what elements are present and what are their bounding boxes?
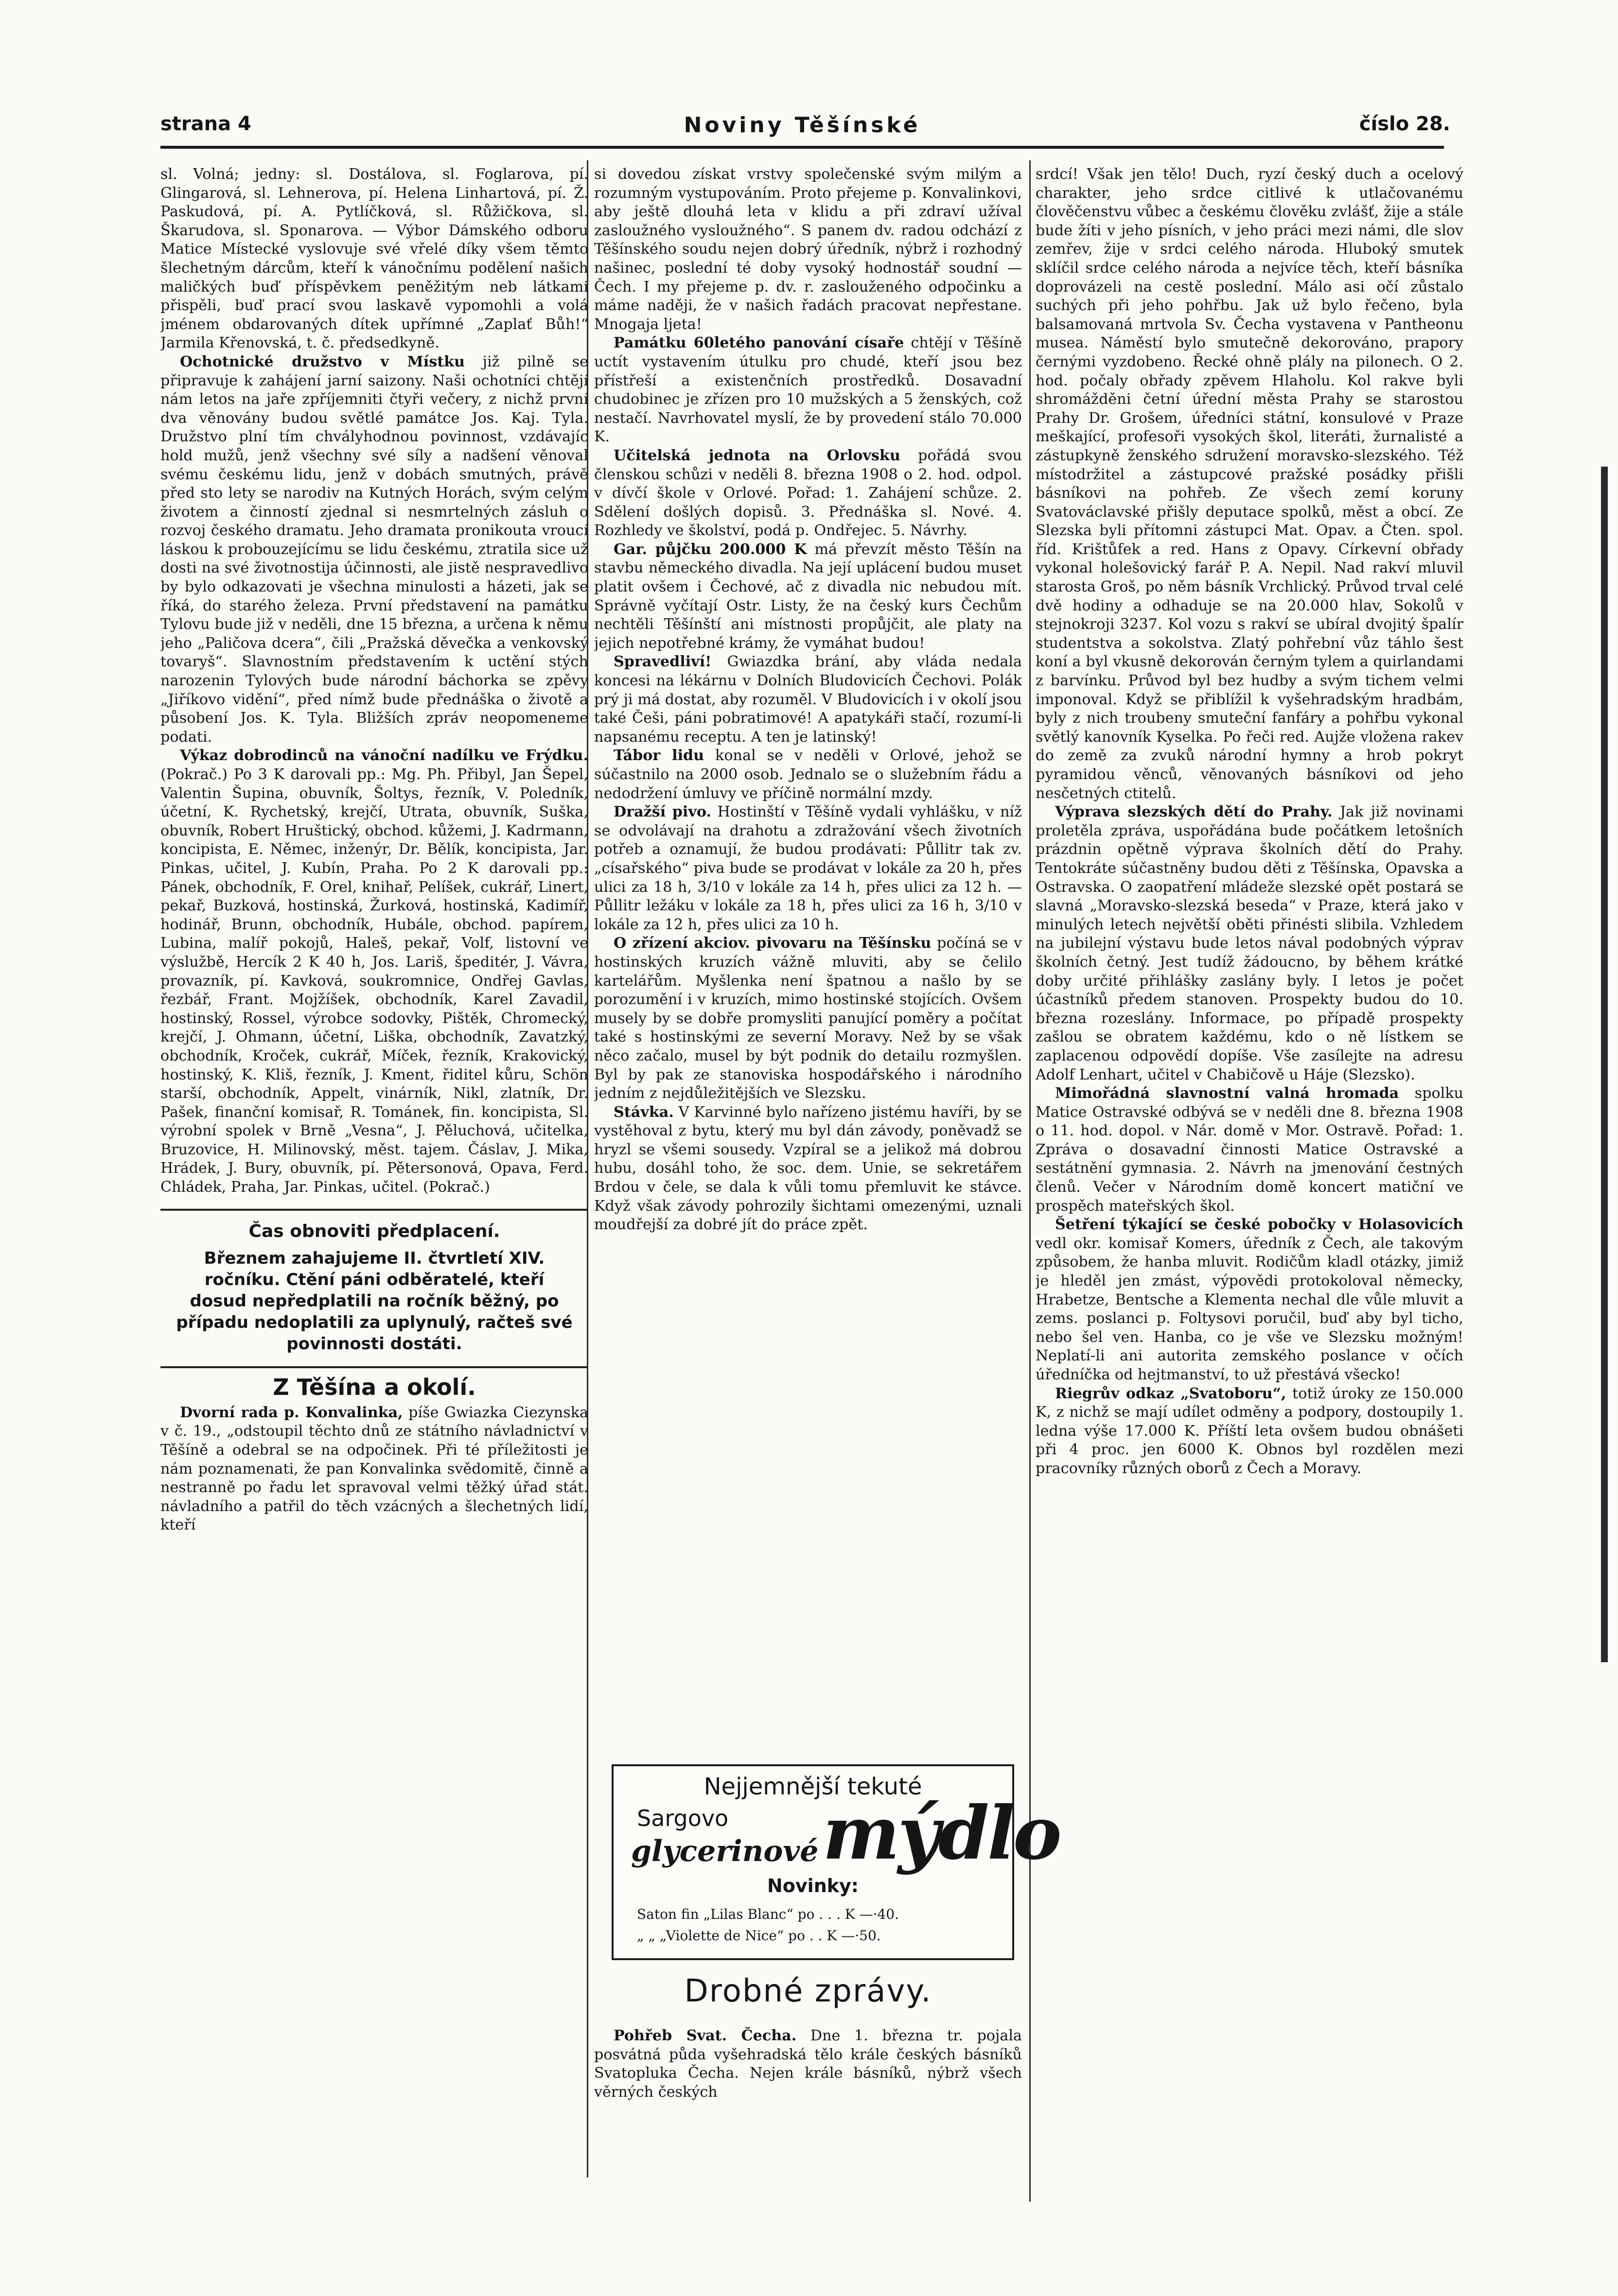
section-title: Drobné zprávy. <box>684 1973 932 2009</box>
ad-novelties-label: Novinky: <box>767 1875 859 1896</box>
article-paragraph: si dovedou získat vrstvy společenské svým milým a rozumným vystupováním. Proto přejeme p. Konvalinkovi, aby ještě dlouhá leta v klidu a při zdraví užíval zasloužného vysloužného“. S panem dv. radou odchází z Těšínského soudu nejen dobrý úředník, nýbrž i rozhodný našinec, poslední té doby vysoký hodnostář soudní — Čech. I my přejeme p. dv. r. zaslouženého odpočinku a máme naději, že v našich řadách pracovat nepřestane. Mnogaja ljeta! <box>594 166 1022 333</box>
article-lead: O zřízení akciov. pivovaru na Těšínsku <box>614 935 932 952</box>
article-lead: Tábor lidu <box>614 747 704 765</box>
divider <box>160 1366 588 1368</box>
issue-number: číslo 28. <box>1359 113 1450 135</box>
article-paragraph: Mimořádná slavnostní valná hromada spolku Matice Ostravské odbývá se v neděli dne 8. března 1908 o 11. hod. dopol. v Nár. domě v Mor. Ostravě. Pořad: 1. Zpráva o dosavadní činnosti Matice Ostravské a sestátnění gymnasia. 2. Návrh na jmenování čestných členů. Večer v Národním domě koncert matiční ve prospěch mateřských škol. <box>1036 1085 1463 1215</box>
article-paragraph: Gar. půjčku 200.000 K má převzít město Těšín na stavbu německého divadla. Na její uplácení budou muset platit ovšem i Čechové, ač z divadla nic nebudou mít. Správně vyčítají Ostr. Listy, že na český kurs Čechům nechtěli Těšínští ani místnosti propůjčit, ale platy na jejich nepotřebné krámy, že vymáhat budou! <box>594 540 1022 652</box>
article-paragraph: Výkaz dobrodinců na vánoční nadílku ve Frýdku. (Pokrač.) Po 3 K darovali pp.: Mg. Ph. Přibyl, Jan Šepel, Valentin Šupina, obuvník, Šoltys, řezník, V. Poledník, účetní, K. Rychetský, krejčí, Utrata, obuvník, Suška, obuvník, Robert Hruštický, obchod. kůžemi, J. Kadrmann, koncipista, E. Němec, inženýr, Dr. Bělík, koncipista, Jar. Pinkas, učitel, J. Kubín, Praha. Po 2 K darovali pp.: Pánek, obchodník, F. Orel, knihař, Pelíšek, cukrář, Linert, pekař, Buzková, hostinská, Žurková, hostinská, Kadimíř, hodinář, Brunn, obchodník, Hubále, obchod. papírem, Lubina, malíř pokojů, Haleš, pekař, Volf, listovní ve výslužbě, Hercík 2 K 40 h, Jos. Lariš, špeditér, J. Vávra, provazník, pí. Kavková, soukromnice, Ondřej Gavlas, řezbář, Frant. Mojžíšek, obchodník, Karel Zavadil, hostinský, Rossel, výrobce sodovky, Pištěk, Chromecký, krejčí, J. Ohmann, účetní, Liška, obchodník, Zavatzký, obchodník, Kroček, cukrář, Míček, řezník, Krakovický, hostinský, K. Kliš, řezník, J. Kment, řiditel kůru, Schön starší, obchodník, Appelt, vinárník, Nikl, zlatník, Dr. Pašek, finanční komisař, R. Tománek, fin. koncipista, Sl. výrobní spolek v Brně „Vesna“, J. Pěluchová, učitelka, Bruzovice, H. Milinovský, měst. tajem. Čáslav, J. Mika, Hrádek, J. Bury, obuvník, pí. Pětersonová, Opava, Ferd. Chládek, Praha, Jar. Pinkas, učitel. (Pokrač.) <box>160 747 588 1196</box>
scan-edge-mark <box>1601 467 1608 1662</box>
notice-body: Březnem zahajujeme II. čtvrtletí XIV. ročníku. Ctění páni odběratelé, kteří dosud nepředplatili na ročník běžný, po případu nedoplatili za uplynulý, račteš své povinnosti dostáti. <box>176 1249 573 1354</box>
divider <box>160 1209 588 1211</box>
ad-headline: Nejjemnější tekuté <box>703 1773 922 1800</box>
article-paragraph: sl. Volná; jedny: sl. Dostálova, sl. Foglarova, pí. Glingarová, sl. Lehnerova, pí. Helena Linhartová, pí. Ž. Paskudová, pí. A. Pytlíčková, sl. Růžičkova, sl. Škarudova, sl. Sponarova. — Výbor Dámského odboru Matice Místecké vyslovuje své vřelé díky všem těmto šlechetným dárcům, kteří k vánočnímu podělení našich maličkých buď příspěvkem peněžitým neb látkami přispěli, buď prací svou laskavě vypomohli a volá jménem obdarovaných dítek upřímné „Zaplať Bůh!“ Jarmila Křenovská, t. č. předsedkyně. <box>160 166 588 352</box>
ad-product: mýdlo <box>823 1791 1060 1876</box>
article-paragraph: Učitelská jednota na Orlovsku pořádá svou členskou schůzi v neděli 8. března 1908 o 2. hod. odpol. v dívčí škole v Orlové. Pořad: 1. Zahájení schůze. 2. Sdělení došlých dopisů. 3. Přednáška sl. Nové. 4. Rozhledy ve školství, podá p. Ondřejec. 5. Návrhy. <box>594 447 1022 539</box>
newspaper-title: Noviny Těšínské <box>684 113 921 138</box>
page-number: strana 4 <box>160 113 251 135</box>
article-paragraph: Šetření týkající se české pobočky v Holasovicích vedl okr. komisař Komers, úředník z Čech, ale takovým způsobem, že hanba mluvit. Rodičům kladl otázky, jimiž je hleděl jen zmást, výpovědi protokoloval německy, Hrabetze, Bentsche a Klementa nechal dle vůle mluvit a zems. poslanci p. Foltysovi poručil, buď aby byl ticho, nebo šel ven. Hanba, co je vše ve Slezsku možným! Neplatí-li ani autorita zemského poslance v očích úředníčka od hejtmanství, to už přestává všecko! <box>1036 1216 1463 1383</box>
article-paragraph: Dražší pivo. Hostinští v Těšíně vydali vyhlášku, v níž se odvolávají na drahotu a zdražování všech životních potřeb a oznamují, že budou prodávati: Půllitr tak zv. „císařského“ piva bude se prodávat v lokále za 20 h, přes ulici za 18 h, 3/10 v lokále za 14 h, přes ulici za 12 h. — Půllitr ležáku v lokále za 18 h, přes ulici za 16 h, 3/10 v lokále za 12 h, přes ulici za 10 h. <box>594 803 1022 933</box>
article-paragraph: Stávka. V Karvinné bylo nařízeno jistému havíři, by se vystěhoval z bytu, který mu byl dán závody, poněvadž se hryzl se všemi sousedy. Vzpíral se a jelikož má dobrou hubu, dosáhl toho, že soc. dem. Unie, se sekretářem Brdou v čele, se dala k vůli tomu přemluvit ke stávce. Když však závody pohrozily šichtami omezenými, uznali moudřejší za dobré jít do práce zpět. <box>594 1103 1022 1234</box>
ad-price-line: Saton fin „Lilas Blanc“ po . . . K —·40. <box>637 1906 899 1922</box>
article-lead: Učitelská jednota na Orlovsku <box>614 447 900 464</box>
article-paragraph: Pohřeb Svat. Čecha. Dne 1. března tr. pojala posvátná půda vyšehradská tělo krále českých básníků Svatopluka Čecha. Nejen krále básníků, nýbrž všech věrných českých <box>594 2027 1022 2101</box>
article-lead: Výprava slezských dětí do Prahy. <box>1055 803 1333 821</box>
article-paragraph: srdcí! Však jen tělo! Duch, ryzí český duch a ocelový charakter, jeho srdce citlivé k utlačovanému člověčenstvu vůbec a českému člověku zvlášť, žije a stále bude žíti v jeho písních, v jeho práci mezi námi, dle slov zemřev, žije v srdci celého národa. Hluboký smutek sklíčil srdce celého národa a nejvíce těch, kteří básníka doprovázeli na cestě poslední. Málo asi očí zůstalo suchých při jeho pohřbu. Jak už bylo řečeno, byla balsamovaná mrtvola Sv. Čecha vystavena v Pantheonu musea. Náměstí bylo smutečně dekorováno, prapory černými vyzdobeno. Řecké ohně plály na pilonech. O 2. hod. počaly obřady zpěvem Hlaholu. Kol rakve byli shromážděni četní úřední města Prahy se starostou Prahy Dr. Grošem, úředníci státní, konsulové v Praze meškající, profesoři vysokých škol, literáti, žurnalisté a zástupkyně ženského sdružení moravsko-slezského. Též místodržitel a zástupcové pražské posádky přišli básníkovi na pohřeb. Ze všech zemí koruny Svatováclavské přišly deputace spolků, měst a obcí. Ze Slezska byli přítomni zástupci Mat. Opav. a Čten. spol. říd. Krištůfek a red. Hans z Opavy. Církevní obřady vykonal holešovický farář P. A. Nepil. Nad rakví mluvil starosta Groš, po něm básník Vrchlický. Průvod trval celé dvě hodiny a odhaduje se na 20.000 hlav, Sokolů v stejnokroji 3237. Kol vozu s rakví se ubíral dvojitý špalír studentstva a sokolstva. Zlatý pohřební vůz táhlo šest koní a byl vkusně dekorován černým tylem a quirlandami z barvínku. Průvod byl bez hudby a svým tichem velmi imponoval. Když se přiblížil k vyšehradským hradbám, byly z nich troubeny smuteční fanfáry a pohřbu vykonal světlý kanovník Kyselka. Po řeči red. Aujže vložena rakev do země za zvuků národní hymny a hrob pokryt pyramidou věnců, věnovaných básníkovi od jeho nesčetných ctitelů. <box>1036 166 1463 802</box>
ad-price-line: „ „ „Violette de Nice“ po . . K —·50. <box>637 1928 881 1944</box>
column-3 <box>1036 165 1463 2197</box>
article-lead: Výkaz dobrodinců na vánoční nadílku ve Frýdku. <box>180 747 588 765</box>
column-1 <box>160 165 588 2177</box>
article-lead: Pohřeb Svat. Čecha. <box>614 2027 797 2044</box>
article-lead: Gar. půjčku 200.000 K <box>614 540 807 558</box>
article-lead: Dvorní rada p. Konvalinka, <box>180 1404 403 1421</box>
ad-brand: Sargovo <box>637 1805 729 1831</box>
article-lead: Ochotnické družstvo v Místku <box>180 353 465 370</box>
ad-brand-subtitle: glycerinové <box>631 1834 819 1868</box>
article-paragraph: Dvorní rada p. Konvalinka, píše Gwiazka Ciezynska v č. 19., „odstoupil těchto dnů ze státního návladnictví v Těšíně a odebral se na odpočinek. Při té příležitosti je nám poznamenati, že pan Konvalinka svědomitě, činně a nestranně po řadu let spravoval velmi těžký úřad stát. návladního a patřil do těch vzácných a šlechetných lidí, kteří <box>160 1404 588 1534</box>
article-lead: Šetření týkající se české pobočky v Holasovicích <box>1055 1216 1463 1234</box>
soap-advertisement <box>612 1764 1060 1960</box>
column-separator <box>1029 160 1031 2202</box>
header-rule <box>160 146 1444 149</box>
article-lead: Stávka. <box>614 1103 674 1121</box>
article-paragraph: Památku 60letého panování císaře chtějí v Těšíně uctít vystavením útulku pro chudé, kteří jsou bez přístřeší a existenčních prostředků. Dosavadní chudobinec je zřízen pro 10 mužských a 5 ženských, což nestačí. Navrhovatel myslí, že by provedení stálo 70.000 K. <box>594 334 1022 446</box>
column-2-bottom <box>594 2027 1022 2124</box>
column-2 <box>594 165 1022 1745</box>
article-lead: Mimořádná slavnostní valná hromada <box>1055 1085 1399 1102</box>
section-title: Z Těšína a okolí. <box>273 1374 476 1401</box>
article-paragraph: Spravedliví! Gwiazdka brání, aby vláda nedala koncesi na lékárnu v Dolních Bludovicích Čechovi. Polák prý ji má dostat, aby rozuměl. V Bludovicích i v okolí jsou také Češi, páni pobratimové! A apatykáři stačí, rozumí-li napsanému receptu. A ten je latinský! <box>594 653 1022 746</box>
article-lead: Riegrův odkaz „Svatoboru“, <box>1055 1385 1286 1402</box>
article-lead: Památku 60letého panování císaře <box>614 334 904 352</box>
article-lead: Dražší pivo. <box>614 803 712 821</box>
notice-title: Čas obnoviti předplacení. <box>248 1221 500 1241</box>
article-paragraph: O zřízení akciov. pivovaru na Těšínsku počíná se v hostinských kruzích vážně mluviti, aby se čelilo kartelářům. Myšlenka není špatnou a našlo by se porozumění i v kruzích, mimo hostinské stojících. Ovšem musely by se dobře promysliti panující poměry a počítat také s hostinskými ze severní Moravy. Než by se však něco začalo, musel by být podnik do detailu rozmyšlen. Byl by pak ze stanoviska hospodářského i národního jedním z nejdůležitějších ve Slezsku. <box>594 935 1022 1102</box>
article-paragraph: Tábor lidu konal se v neděli v Orlové, jehož se súčastnilo na 2000 osob. Jednalo se o služebním řádu a nedodržení úmluvy ve příčině normální mzdy. <box>594 747 1022 802</box>
article-paragraph: Riegrův odkaz „Svatoboru“, totiž úroky ze 150.000 K, z nichž se mají udílet odměny a podpory, dostoupily 1. ledna výše 17.000 K. Příští leta ovšem budou obnášeti při 4 proc. jen 6000 K. Obnos byl rozdělen mezi pracovníky různých oborů z Čech a Moravy. <box>1036 1385 1463 1477</box>
article-paragraph: Ochotnické družstvo v Místku již pilně se připravuje k zahájení jarní saizony. Naši ochotníci chtějí nám letos na jaře zpříjemniti čtyři večery, z nichž první dva věnovány budou světlé památce Jos. Kaj. Tyla. Družstvo plní tím chvályhodnou povinnost, vzdávajíc hold mužů, jenž všechny své síly a nadšení věnoval svému českému lidu, jenž v dobách smutných, právě před sto lety se narodiv na Kutných Horách, svým celým životem a činností zjednal si nesmrtelných zásluh o rozvoj českého dramatu. Jeho dramata pronikouta vroucí láskou k probouzejícímu se lidu českému, ztratila sice už dosti na své životnostija účinnosti, ale jistě nespravedlivo by bylo odkazovati je všechna minulosti a házeti, jak se říká, do starého železa. První představení na památku Tylovu bude již v neděli, dne 15 března, a určena k němu jeho „Paličova dcera“, čili „Pražská děvečka a venkovský tovaryš“. Slavnostním představením k uctění stých narozenin Tylových bude národní báchorka se zpěvy „Jiříkovo vidění“, před nímž bude přednáška o životě a působení Jos. K. Tyla. Bližších zpráv neopomeneme podati. <box>160 353 588 746</box>
article-paragraph: Výprava slezských dětí do Prahy. Jak již novinami proletěla zpráva, uspořádána bude počátkem letošních prázdnin opětně výprava školních dětí do Prahy. Tentokráte súčastněny budou děti z Těšínska, Opavska a Ostravska. O zaopatření mládeže slezské opět postará se slavná „Moravsko-slezská beseda“ v Praze, která jako v minulých letech největší oběti přinésti slibila. Vzhledem na jubilejní výstavu bude letos nával podobných výprav školních četný. Jest tudíž žádoucno, by během krátké doby určité přihlášky zaslány byly. I letos je počet účastníků předem stanoven. Prospekty budou do 10. března rozeslány. Informace, po případě prospekty zašlou se obratem každému, kdo o ně lístkem se zaplacenou odpovědí dopíše. Vše zasílejte na adresu Adolf Lenhart, učitel v Chabičově u Háje (Slezsko). <box>1036 803 1463 1083</box>
article-lead: Spravedliví! <box>614 653 712 671</box>
